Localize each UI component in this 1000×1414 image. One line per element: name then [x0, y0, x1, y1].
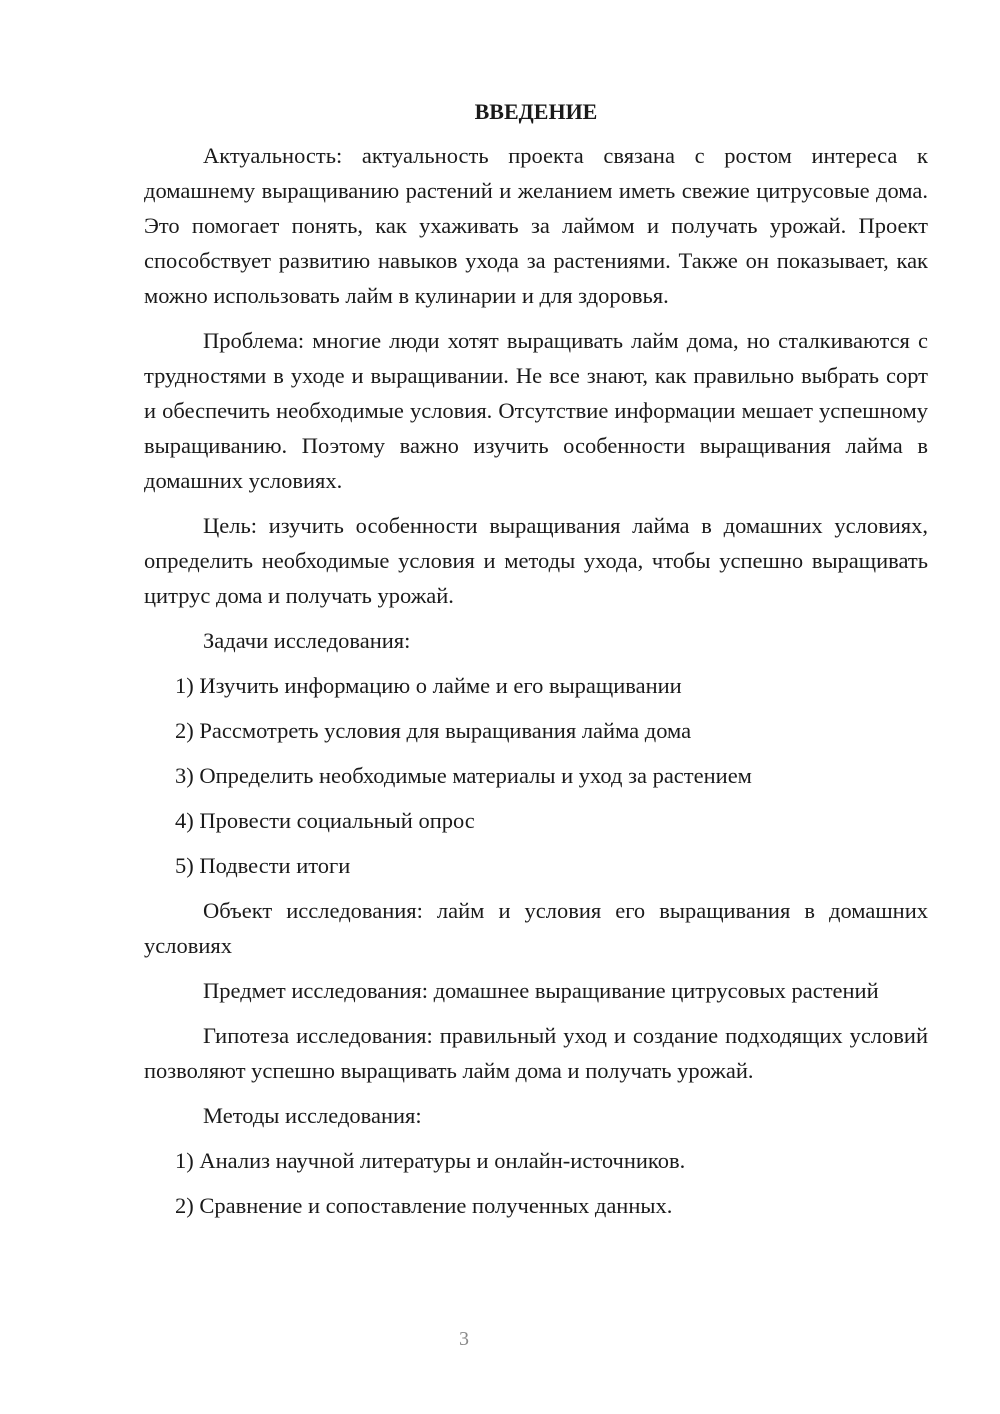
page-content: [144, 96, 928, 1233]
section-title: ВВЕДЕНИЕ: [474, 99, 598, 124]
task-item: 1) Изучить информацию о лайме и его выращивании: [175, 673, 682, 698]
subject-paragraph: Предмет исследования: домашнее выращивание цитрусовых растений: [203, 978, 879, 1003]
methods-heading: Методы исследования:: [203, 1103, 422, 1128]
task-item: 2) Рассмотреть условия для выращивания лайма дома: [175, 718, 692, 743]
task-item: 4) Провести социальный опрос: [175, 808, 475, 833]
object-paragraph: Объект исследования: лайм и условия его выращивания в домашних условиях: [144, 898, 928, 958]
problem-paragraph: Проблема: многие люди хотят выращивать лайм дома, но сталкиваются с трудностями в уходе и выращивании. Не все знают, как правильно выбрать сорт и обеспечить необходимые условия. Отсутствие информации мешает успешному выращиванию. Поэтому важно изучить особенности выращивания лайма в домашних условиях.: [144, 328, 928, 493]
task-item: 5) Подвести итоги: [175, 853, 351, 878]
method-item: 1) Анализ научной литературы и онлайн-источников.: [175, 1148, 686, 1173]
tasks-heading: Задачи исследования:: [203, 628, 411, 653]
goal-paragraph: Цель: изучить особенности выращивания лайма в домашних условиях, определить необходимые условия и методы ухода, чтобы успешно выращивать цитрус дома и получать урожай.: [144, 513, 928, 608]
task-item: 3) Определить необходимые материалы и уход за растением: [175, 763, 752, 788]
method-item: 2) Сравнение и сопоставление полученных данных.: [175, 1193, 673, 1218]
hypothesis-paragraph: Гипотеза исследования: правильный уход и создание подходящих условий позволяют успешно выращивать лайм дома и получать урожай.: [144, 1023, 928, 1083]
page-number: 3: [459, 1328, 469, 1350]
relevance-paragraph: Актуальность: актуальность проекта связана с ростом интереса к домашнему выращиванию растений и желанием иметь свежие цитрусовые дома. Это помогает понять, как ухаживать за лаймом и получать урожай. Проект способствует развитию навыков ухода за растениями. Также он показывает, как можно использовать лайм в кулинарии и для здоровья.: [144, 143, 928, 308]
